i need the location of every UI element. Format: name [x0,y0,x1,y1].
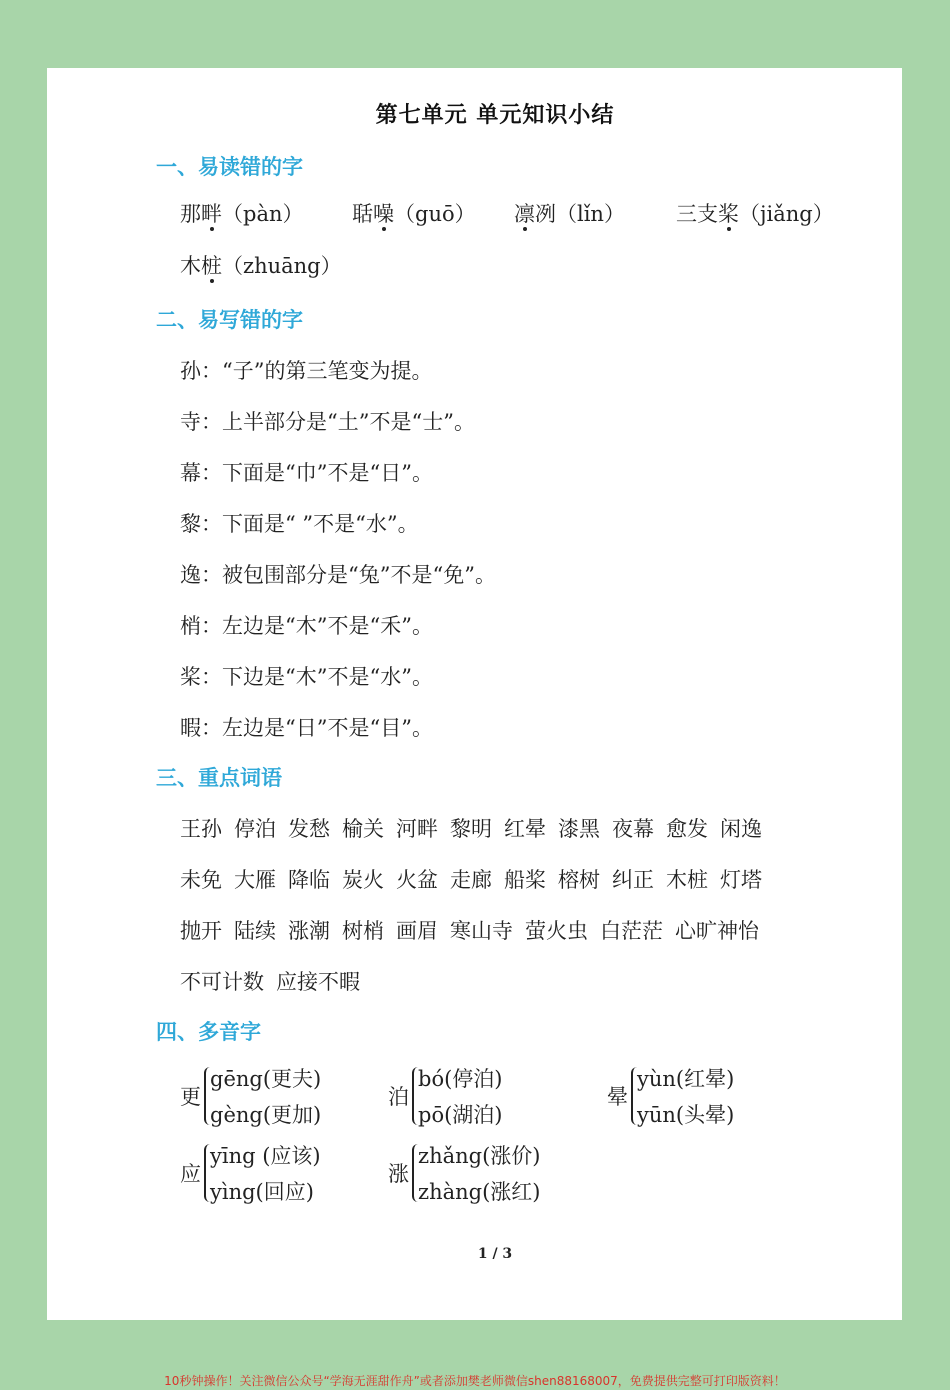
miswritten-line: 梢：左边是“木”不是“禾”。 [180,614,433,638]
miswritten-line: 逸：被包围部分是“兔”不是“免”。 [180,563,496,587]
misread-item: 那畔（pàn） [180,202,304,226]
miswritten-line: 寺：上半部分是“土”不是“士”。 [180,410,475,434]
footer-note: 10秒钟操作！关注微信公众号“学海无涯甜作舟”或者添加樊老师微信shen88168007，免费提供完整可打印版资料！ [164,1374,786,1388]
word-row: 抛开 陆续 涨潮 树梢 画眉 寒山寺 萤火虫 白茫茫 心旷神怡 [180,919,759,943]
word-row: 不可计数 应接不暇 [180,970,360,994]
miswritten-line: 暇：左边是“日”不是“目”。 [180,716,433,740]
document-page [47,68,902,1320]
miswritten-line: 幕：下面是“巾”不是“日”。 [180,461,433,485]
miswritten-line: 桨：下边是“木”不是“水”。 [180,665,433,689]
word-row: 王孙 停泊 发愁 榆关 河畔 黎明 红晕 漆黑 夜幕 愈发 闲逸 [180,817,762,841]
misread-item: 凛冽（lǐn） [514,202,625,226]
miswritten-line: 孙：“子”的第三笔变为提。 [180,359,433,383]
section-title-polyphonic: 四、多音字 [156,1020,261,1044]
section-title-misread: 一、易读错的字 [156,155,303,179]
misread-item: 三支桨（jiǎng） [676,202,834,226]
page-title: 第七单元 单元知识小结 [375,103,615,128]
misread-item: 聒噪（guō） [352,202,476,226]
word-row: 未免 大雁 降临 炭火 火盆 走廊 船桨 榕树 纠正 木桩 灯塔 [180,868,762,892]
page-number: 1 / 3 [477,1246,513,1262]
section-title-miswritten: 二、易写错的字 [156,308,303,332]
section-title-key-words: 三、重点词语 [156,766,282,790]
misread-item: 木桩（zhuāng） [180,254,342,278]
miswritten-line: 黎：下面是“ ”不是“水”。 [180,512,419,536]
